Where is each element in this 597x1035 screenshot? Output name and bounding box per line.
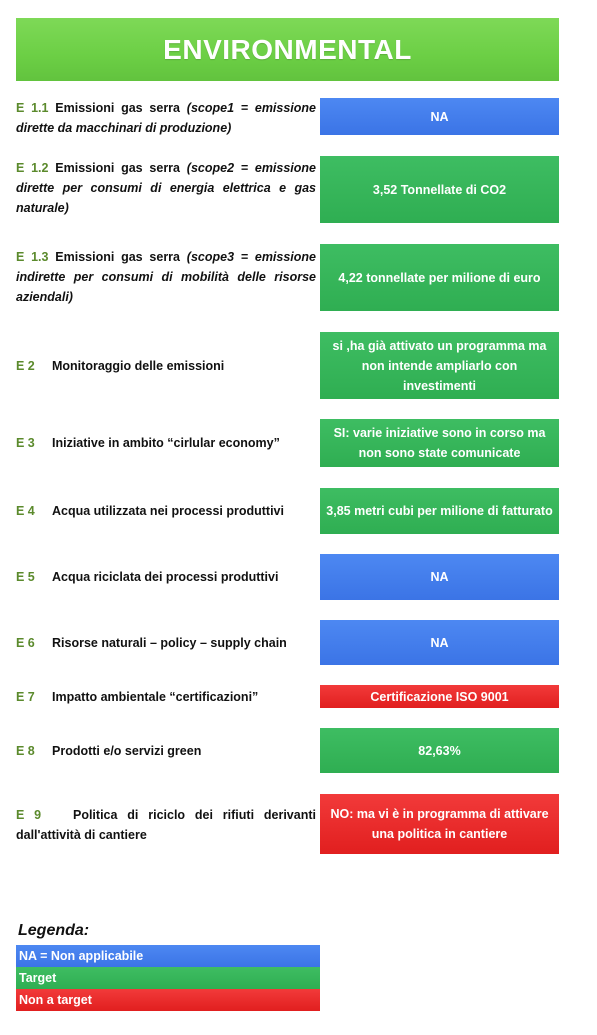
indicator-scope: (scope1 = emissione dirette da macchinari di produzione) xyxy=(16,101,317,135)
indicator-code: E 7 xyxy=(16,689,35,704)
indicator-text: Emissioni gas serra xyxy=(55,101,187,115)
indicator-value: NA xyxy=(320,620,559,665)
indicator-label xyxy=(16,98,316,138)
indicator-scope: (scope3 = emissione indirette per consumi di mobilità delle risorse aziendali) xyxy=(16,250,317,304)
indicator-value: 3,85 metri cubi per milione di fatturato xyxy=(320,488,559,534)
indicator-value: NA xyxy=(320,98,559,135)
indicator-scope: (scope2 = emissione dirette per consumi di energia elettrica e gas naturale) xyxy=(16,161,317,215)
indicator-label xyxy=(16,488,316,534)
indicator-value: Certificazione ISO 9001 xyxy=(320,685,559,708)
indicator-text: Emissioni gas serra xyxy=(55,161,187,175)
indicator-code: E 8 xyxy=(16,743,35,758)
indicator-label xyxy=(16,332,316,399)
indicator-code: E 1.2 xyxy=(16,161,49,175)
indicator-code: E 4 xyxy=(16,504,35,518)
legend-item-non-target: Non a target xyxy=(16,989,320,1011)
indicator-label xyxy=(16,247,316,307)
indicator-label xyxy=(16,728,316,773)
indicator-label xyxy=(16,685,316,708)
indicator-text: Emissioni gas serra xyxy=(55,250,187,264)
indicator-text: Acqua utilizzata nei processi produttivi xyxy=(52,504,284,518)
indicator-text: Risorse naturali – policy – supply chain xyxy=(52,635,287,650)
indicator-text: Prodotti e/o servizi green xyxy=(52,743,202,758)
indicator-text: Iniziative in ambito “cirlular economy” xyxy=(52,436,280,450)
indicator-code: E 2 xyxy=(16,358,35,373)
indicator-text: Acqua riciclata dei processi produttivi xyxy=(52,570,279,584)
indicator-label xyxy=(16,554,316,600)
indicator-value: SI: varie iniziative sono in corso ma non sono state comunicate xyxy=(320,419,559,467)
indicator-text: Monitoraggio delle emissioni xyxy=(52,358,225,373)
indicator-code: E 3 xyxy=(16,436,35,450)
indicator-value: NO: ma vi è in programma di attivare una politica in cantiere xyxy=(320,794,559,854)
indicator-code: E 5 xyxy=(16,570,35,584)
legend-item-target: Target xyxy=(16,967,320,989)
indicator-code: E 9 xyxy=(16,808,42,822)
indicator-value: NA xyxy=(320,554,559,600)
indicator-value: 4,22 tonnellate per milione di euro xyxy=(320,244,559,311)
indicator-code: E 6 xyxy=(16,635,35,650)
indicator-code: E 1.1 xyxy=(16,101,49,115)
indicator-text: Impatto ambientale “certificazioni” xyxy=(52,689,259,704)
indicator-value: 3,52 Tonnellate di CO2 xyxy=(320,156,559,223)
indicator-label xyxy=(16,158,316,218)
section-title: ENVIRONMENTAL xyxy=(163,33,412,65)
indicator-label xyxy=(16,805,316,847)
legend-title: Legenda: xyxy=(18,922,90,939)
indicator-value: si ,ha già attivato un programma ma non intende ampliarlo con investimenti xyxy=(320,332,559,399)
section-header xyxy=(16,18,559,81)
indicator-label xyxy=(16,419,316,467)
indicator-code: E 1.3 xyxy=(16,250,49,264)
indicator-value: 82,63% xyxy=(320,728,559,773)
indicator-label xyxy=(16,620,316,665)
legend-item-na: NA = Non applicabile xyxy=(16,945,320,967)
indicator-text: Politica di riciclo dei rifiuti derivanti dall'attività di cantiere xyxy=(16,808,316,842)
